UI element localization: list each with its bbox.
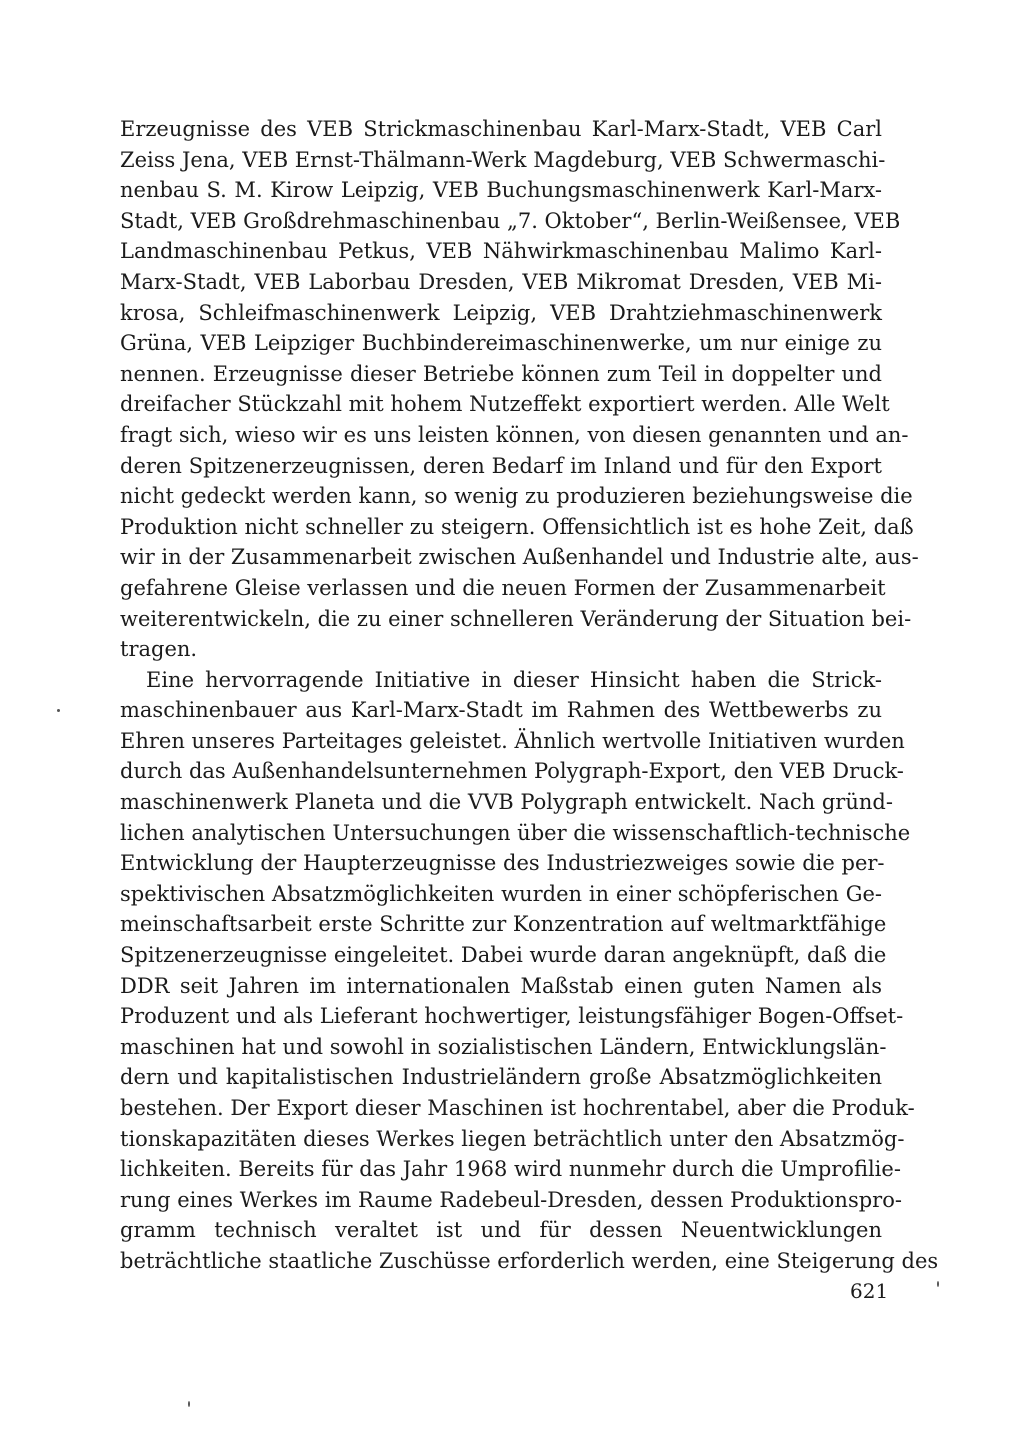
text-line: tionskapazitäten dieses Werkes liegen beträchtlich unter den Absatzmög-	[120, 1126, 905, 1151]
text-line: spektivischen Absatzmöglichkeiten wurden in einer schöpferischen Ge-	[120, 881, 882, 906]
text-line: beträchtliche staatliche Zuschüsse erforderlich werden, eine Steigerung des	[120, 1248, 939, 1273]
text-line: dern und kapitalistischen Industrieländern große Absatzmöglichkeiten	[120, 1065, 882, 1090]
text-line: weiterentwickeln, die zu einer schnelleren Veränderung der Situation bei-	[120, 606, 912, 631]
text-line: nenbau S. M. Kirow Leipzig, VEB Buchungsmaschinenwerk Karl-Marx-	[120, 178, 882, 203]
text-line: Marx-Stadt, VEB Laborbau Dresden, VEB Mikromat Dresden, VEB Mi-	[120, 269, 882, 294]
text-line: Landmaschinenbau Petkus, VEB Nähwirkmaschinenbau Malimo Karl-	[120, 239, 882, 264]
text-line: deren Spitzenerzeugnissen, deren Bedarf im Inland und für den Export	[120, 453, 882, 478]
text-line: nennen. Erzeugnisse dieser Betriebe können zum Teil in doppelter und	[120, 361, 882, 386]
text-line: krosa, Schleifmaschinenwerk Leipzig, VEB Drahtziehmaschinenwerk	[120, 300, 882, 325]
paragraph	[120, 665, 939, 1277]
text-line: DDR seit Jahren im internationalen Maßstab einen guten Namen als	[120, 973, 882, 998]
page-number: 621	[850, 1279, 889, 1303]
text-line: lichkeiten. Bereits für das Jahr 1968 wird nunmehr durch die Umprofilie-	[120, 1157, 901, 1182]
text-line: Erzeugnisse des VEB Strickmaschinenbau Karl-Marx-Stadt, VEB Carl	[120, 117, 882, 141]
text-line: Produzent und als Lieferant hochwertiger, leistungsfähiger Bogen-Offset-	[120, 1004, 904, 1029]
text-line: Eine hervorragende Initiative in dieser Hinsicht haben die Strick-	[146, 667, 882, 692]
scan-speck	[188, 1401, 190, 1407]
text-line: Grüna, VEB Leipziger Buchbindereimaschinenwerke, um nur einige zu	[120, 331, 882, 356]
text-line: maschinenwerk Planeta und die VVB Polygraph entwickelt. Nach gründ-	[120, 790, 893, 815]
text-line: durch das Außenhandelsunternehmen Polygraph-Export, den VEB Druck-	[120, 759, 904, 784]
text-line: Spitzenerzeugnisse eingeleitet. Dabei wurde daran angeknüpft, daß die	[120, 943, 887, 968]
scan-speck	[937, 1281, 939, 1287]
body-text	[120, 114, 939, 1277]
text-line: dreifacher Stückzahl mit hohem Nutzeffekt exportiert werden. Alle Welt	[120, 392, 890, 417]
text-line: fragt sich, wieso wir es uns leisten können, von diesen genannten und an-	[120, 422, 909, 447]
text-line: lichen analytischen Untersuchungen über die wissenschaftlich-technische	[120, 820, 911, 845]
text-line: Produktion nicht schneller zu steigern. Offensichtlich ist es hohe Zeit, daß	[120, 514, 914, 539]
text-line: maschinenbauer aus Karl-Marx-Stadt im Rahmen des Wettbewerbs zu	[120, 698, 882, 723]
text-line: Zeiss Jena, VEB Ernst-Thälmann-Werk Magdeburg, VEB Schwermaschi-	[120, 147, 886, 172]
text-line: gramm technisch veraltet ist und für dessen Neuentwicklungen	[120, 1218, 882, 1243]
scan-speck	[57, 709, 60, 712]
text-line: bestehen. Der Export dieser Maschinen ist hochrentabel, aber die Produk-	[120, 1096, 915, 1120]
text-line: Stadt, VEB Großdrehmaschinenbau „7. Oktober“, Berlin-Weißensee, VEB	[120, 208, 901, 233]
text-line: Ehren unseres Parteitages geleistet. Ähnlich wertvolle Initiativen wurden	[120, 728, 905, 753]
text-line: gefahrene Gleise verlassen und die neuen Formen der Zusammenarbeit	[120, 575, 886, 600]
paragraph	[120, 114, 919, 665]
text-line: wir in der Zusammenarbeit zwischen Außenhandel und Industrie alte, aus-	[120, 545, 919, 570]
text-line: Entwicklung der Haupterzeugnisse des Industriezweiges sowie die per-	[120, 851, 885, 876]
text-line: maschinen hat und sowohl in sozialistischen Ländern, Entwicklungslän-	[120, 1034, 887, 1059]
text-line: tragen.	[120, 637, 198, 662]
text-line: rung eines Werkes im Raume Radebeul-Dresden, dessen Produktionspro-	[120, 1187, 902, 1212]
text-line: nicht gedeckt werden kann, so wenig zu produzieren beziehungsweise die	[120, 484, 913, 509]
text-line: meinschaftsarbeit erste Schritte zur Konzentration auf weltmarktfähige	[120, 912, 887, 937]
